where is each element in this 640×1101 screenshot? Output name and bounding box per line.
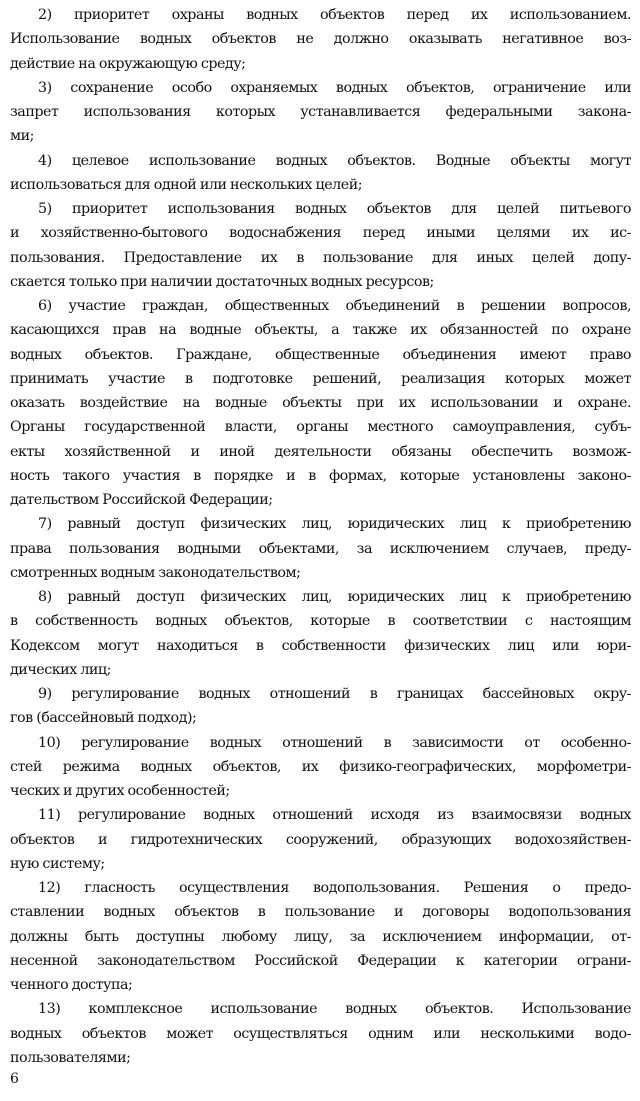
text-line: оказать воздействие на водные объекты при их использовании и охране.: [10, 395, 631, 411]
list-item-paragraph: [10, 803, 631, 876]
text-line: гов (бассейновый подход);: [10, 710, 197, 727]
text-line: смотренных водным законодательством;: [10, 564, 301, 581]
text-line: касающихся прав на водные объекты, а также их обязанностей по охране: [10, 322, 631, 339]
text-line: Использование водных объектов не должно оказывать негативное воз-: [10, 31, 631, 48]
text-line: водных объектов может осуществляться одним или несколькими водо-: [10, 1025, 631, 1042]
text-line: 11) регулирование водных отношений исходя из взаимосвязи водных: [38, 807, 631, 824]
text-line: дических лиц;: [10, 661, 111, 678]
text-line: водных объектов. Граждане, общественные объединения имеют право: [10, 346, 631, 363]
list-item-paragraph: [10, 197, 631, 294]
text-line: ми;: [10, 128, 34, 145]
text-line: 10) регулирование водных отношений в зависимости от особенно-: [38, 734, 631, 751]
text-line: ченного доступа;: [10, 977, 133, 993]
text-line: стей режима водных объектов, их физико-географических, морфометри-: [10, 758, 631, 775]
list-item-paragraph: [10, 731, 631, 804]
text-line: права пользования водными объектами, за исключением случаев, преду-: [10, 540, 631, 557]
list-item-paragraph: [10, 997, 631, 1070]
list-item-paragraph: [10, 294, 631, 512]
text-line: 13) комплексное использование водных объектов. Использование: [38, 1001, 631, 1018]
text-line: 12) гласность осуществления водопользования. Решения о предо-: [38, 880, 631, 896]
text-line: Кодексом могут находиться в собственности физических лиц или юри-: [10, 637, 631, 654]
text-line: действие на окружающую среду;: [10, 55, 246, 72]
text-line: екты хозяйственной и иной деятельности обязаны обеспечить возмож-: [10, 443, 631, 460]
text-line: запрет использования которых устанавливается федеральными закона-: [10, 104, 631, 120]
text-line: 7) равный доступ физических лиц, юридических лиц к приобретению: [38, 516, 631, 533]
text-line: ность такого участия в порядке и в формах, которые установлены законо-: [10, 467, 631, 484]
text-line: 3) сохранение особо охраняемых водных объектов, ограничение или: [38, 79, 631, 96]
text-line: Органы государственной власти, органы местного самоуправления, субъ-: [10, 419, 631, 436]
text-line: ческих и других особенностей;: [10, 783, 230, 799]
text-line: использоваться для одной или нескольких целей;: [10, 176, 363, 193]
text-line: дательством Российской Федерации;: [10, 492, 273, 508]
text-line: и хозяйственно-бытового водоснабжения перед иными целями их ис-: [10, 225, 631, 242]
text-line: пользования. Предоставление их в пользование для иных целей допу-: [10, 249, 631, 266]
text-line: должны быть доступны любому лицу, за исключением информации, от-: [10, 928, 631, 945]
text-line: 9) регулирование водных отношений в границах бассейновых окру-: [38, 686, 631, 702]
list-item-paragraph: [10, 512, 631, 585]
text-line: в собственность водных объектов, которые в соответствии с настоящим: [10, 613, 631, 630]
body-text: [10, 3, 631, 1070]
list-item-paragraph: [10, 682, 631, 731]
list-item-paragraph: [10, 76, 631, 149]
text-line: ставлении водных объектов в пользование и договоры водопользования: [10, 904, 631, 921]
text-line: пользователями;: [10, 1049, 131, 1066]
list-item-paragraph: [10, 876, 631, 997]
list-item-paragraph: [10, 585, 631, 682]
text-line: 6) участие граждан, общественных объединений в решении вопросов,: [38, 298, 631, 314]
text-line: 4) целевое использование водных объектов. Водные объекты могут: [38, 152, 631, 169]
text-line: скается только при наличии достаточных водных ресурсов;: [10, 273, 434, 290]
text-line: принимать участие в подготовке решений, реализация которых может: [10, 370, 631, 387]
text-line: 2) приоритет охраны водных объектов перед их использованием.: [38, 7, 631, 23]
page-number: 6: [10, 1071, 19, 1087]
text-line: ную систему;: [10, 855, 105, 872]
text-line: несенной законодательством Российской Федерации к категории ограни-: [10, 952, 631, 969]
text-line: объектов и гидротехнических сооружений, образующих водохозяйствен-: [10, 831, 631, 848]
list-item-paragraph: [10, 149, 631, 198]
text-line: 8) равный доступ физических лиц, юридических лиц к приобретению: [38, 589, 631, 605]
list-item-paragraph: [10, 3, 631, 76]
text-line: 5) приоритет использования водных объектов для целей питьевого: [38, 201, 631, 217]
